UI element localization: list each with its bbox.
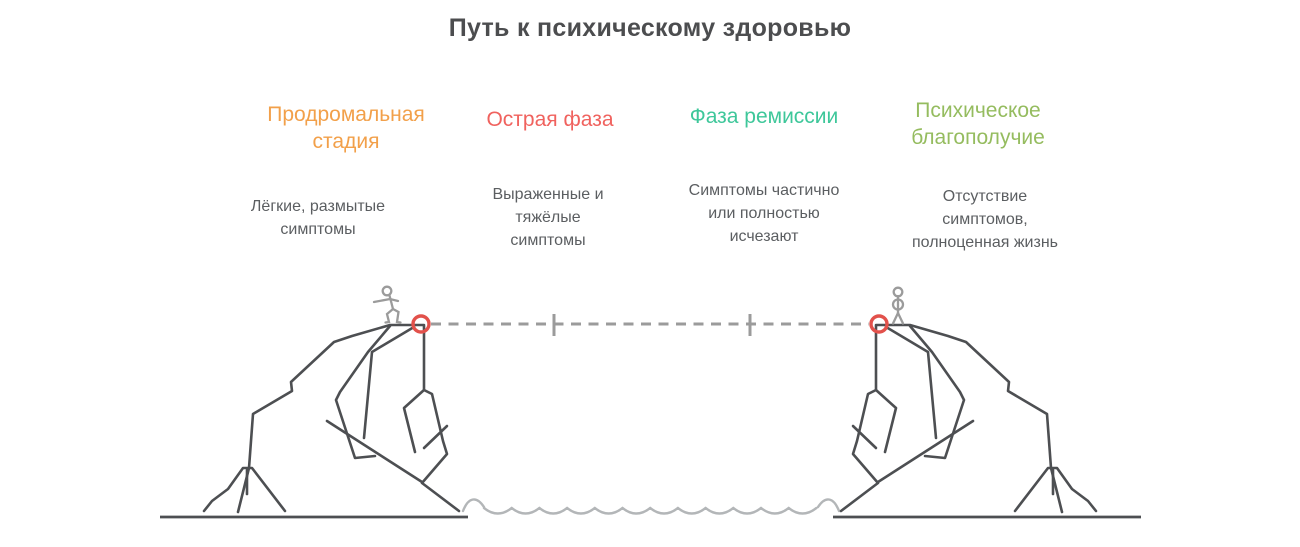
water-waves xyxy=(463,499,839,513)
stage-description-acute: Выраженные и тяжёлые симптомы xyxy=(492,186,604,249)
page-title: Путь к психическому здоровью xyxy=(448,14,852,42)
stick-figure-standing xyxy=(893,288,903,324)
stage-description-wellbeing: Отсутствие симптомов, полноценная жизнь xyxy=(912,188,1058,251)
stage-name-remission: Фаза ремиссии xyxy=(689,105,839,128)
cliff-outline xyxy=(238,325,459,512)
cliff-facet xyxy=(404,390,424,452)
stage-description-prodromal: Лёгкие, размытые симптомы xyxy=(250,198,386,238)
cliff-facet xyxy=(327,421,422,482)
dashed-tightrope xyxy=(431,314,869,336)
stage-name-wellbeing: Психическое благополучие xyxy=(911,99,1045,149)
stage-description-remission: Симптомы частично или полностью исчезают xyxy=(688,182,840,245)
left-cliff xyxy=(204,325,459,512)
right-cliff xyxy=(841,325,1096,512)
stick-figure-walking xyxy=(374,287,401,323)
stage-name-prodromal: Продромальная стадия xyxy=(267,103,425,153)
stage-name-acute: Острая фаза xyxy=(486,108,614,131)
